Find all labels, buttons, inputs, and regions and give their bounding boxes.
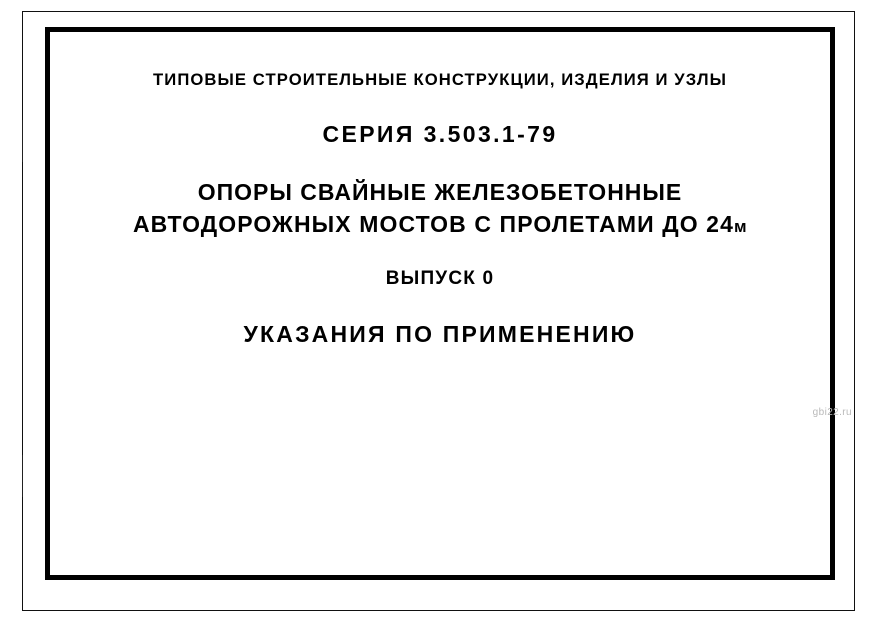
subject-line-1: ОПОРЫ СВАЙНЫЕ ЖЕЛЕЗОБЕТОННЫЕ bbox=[197, 178, 683, 205]
scan-edge-tick-bottom bbox=[22, 455, 23, 497]
title-block bbox=[60, 40, 820, 565]
subject-line-2 bbox=[60, 211, 820, 237]
document-header-line: ТИПОВЫЕ СТРОИТЕЛЬНЫЕ КОНСТРУКЦИИ, ИЗДЕЛИЯ И УЗЛЫ bbox=[153, 70, 727, 89]
document-type: УКАЗАНИЯ ПО ПРИМЕНЕНИЮ bbox=[243, 320, 637, 347]
issue-number: ВЫПУСК 0 bbox=[385, 267, 495, 289]
subject-line-2-text: АВТОДОРОЖНЫХ МОСТОВ С ПРОЛЕТАМИ ДО 24 bbox=[132, 211, 734, 238]
series-number: СЕРИЯ 3.503.1-79 bbox=[322, 120, 558, 147]
watermark-text: gbi22.ru bbox=[812, 407, 852, 418]
document-subject bbox=[60, 179, 820, 238]
scan-edge-tick-top bbox=[22, 120, 23, 162]
subject-line-2-unit: м bbox=[733, 217, 748, 237]
